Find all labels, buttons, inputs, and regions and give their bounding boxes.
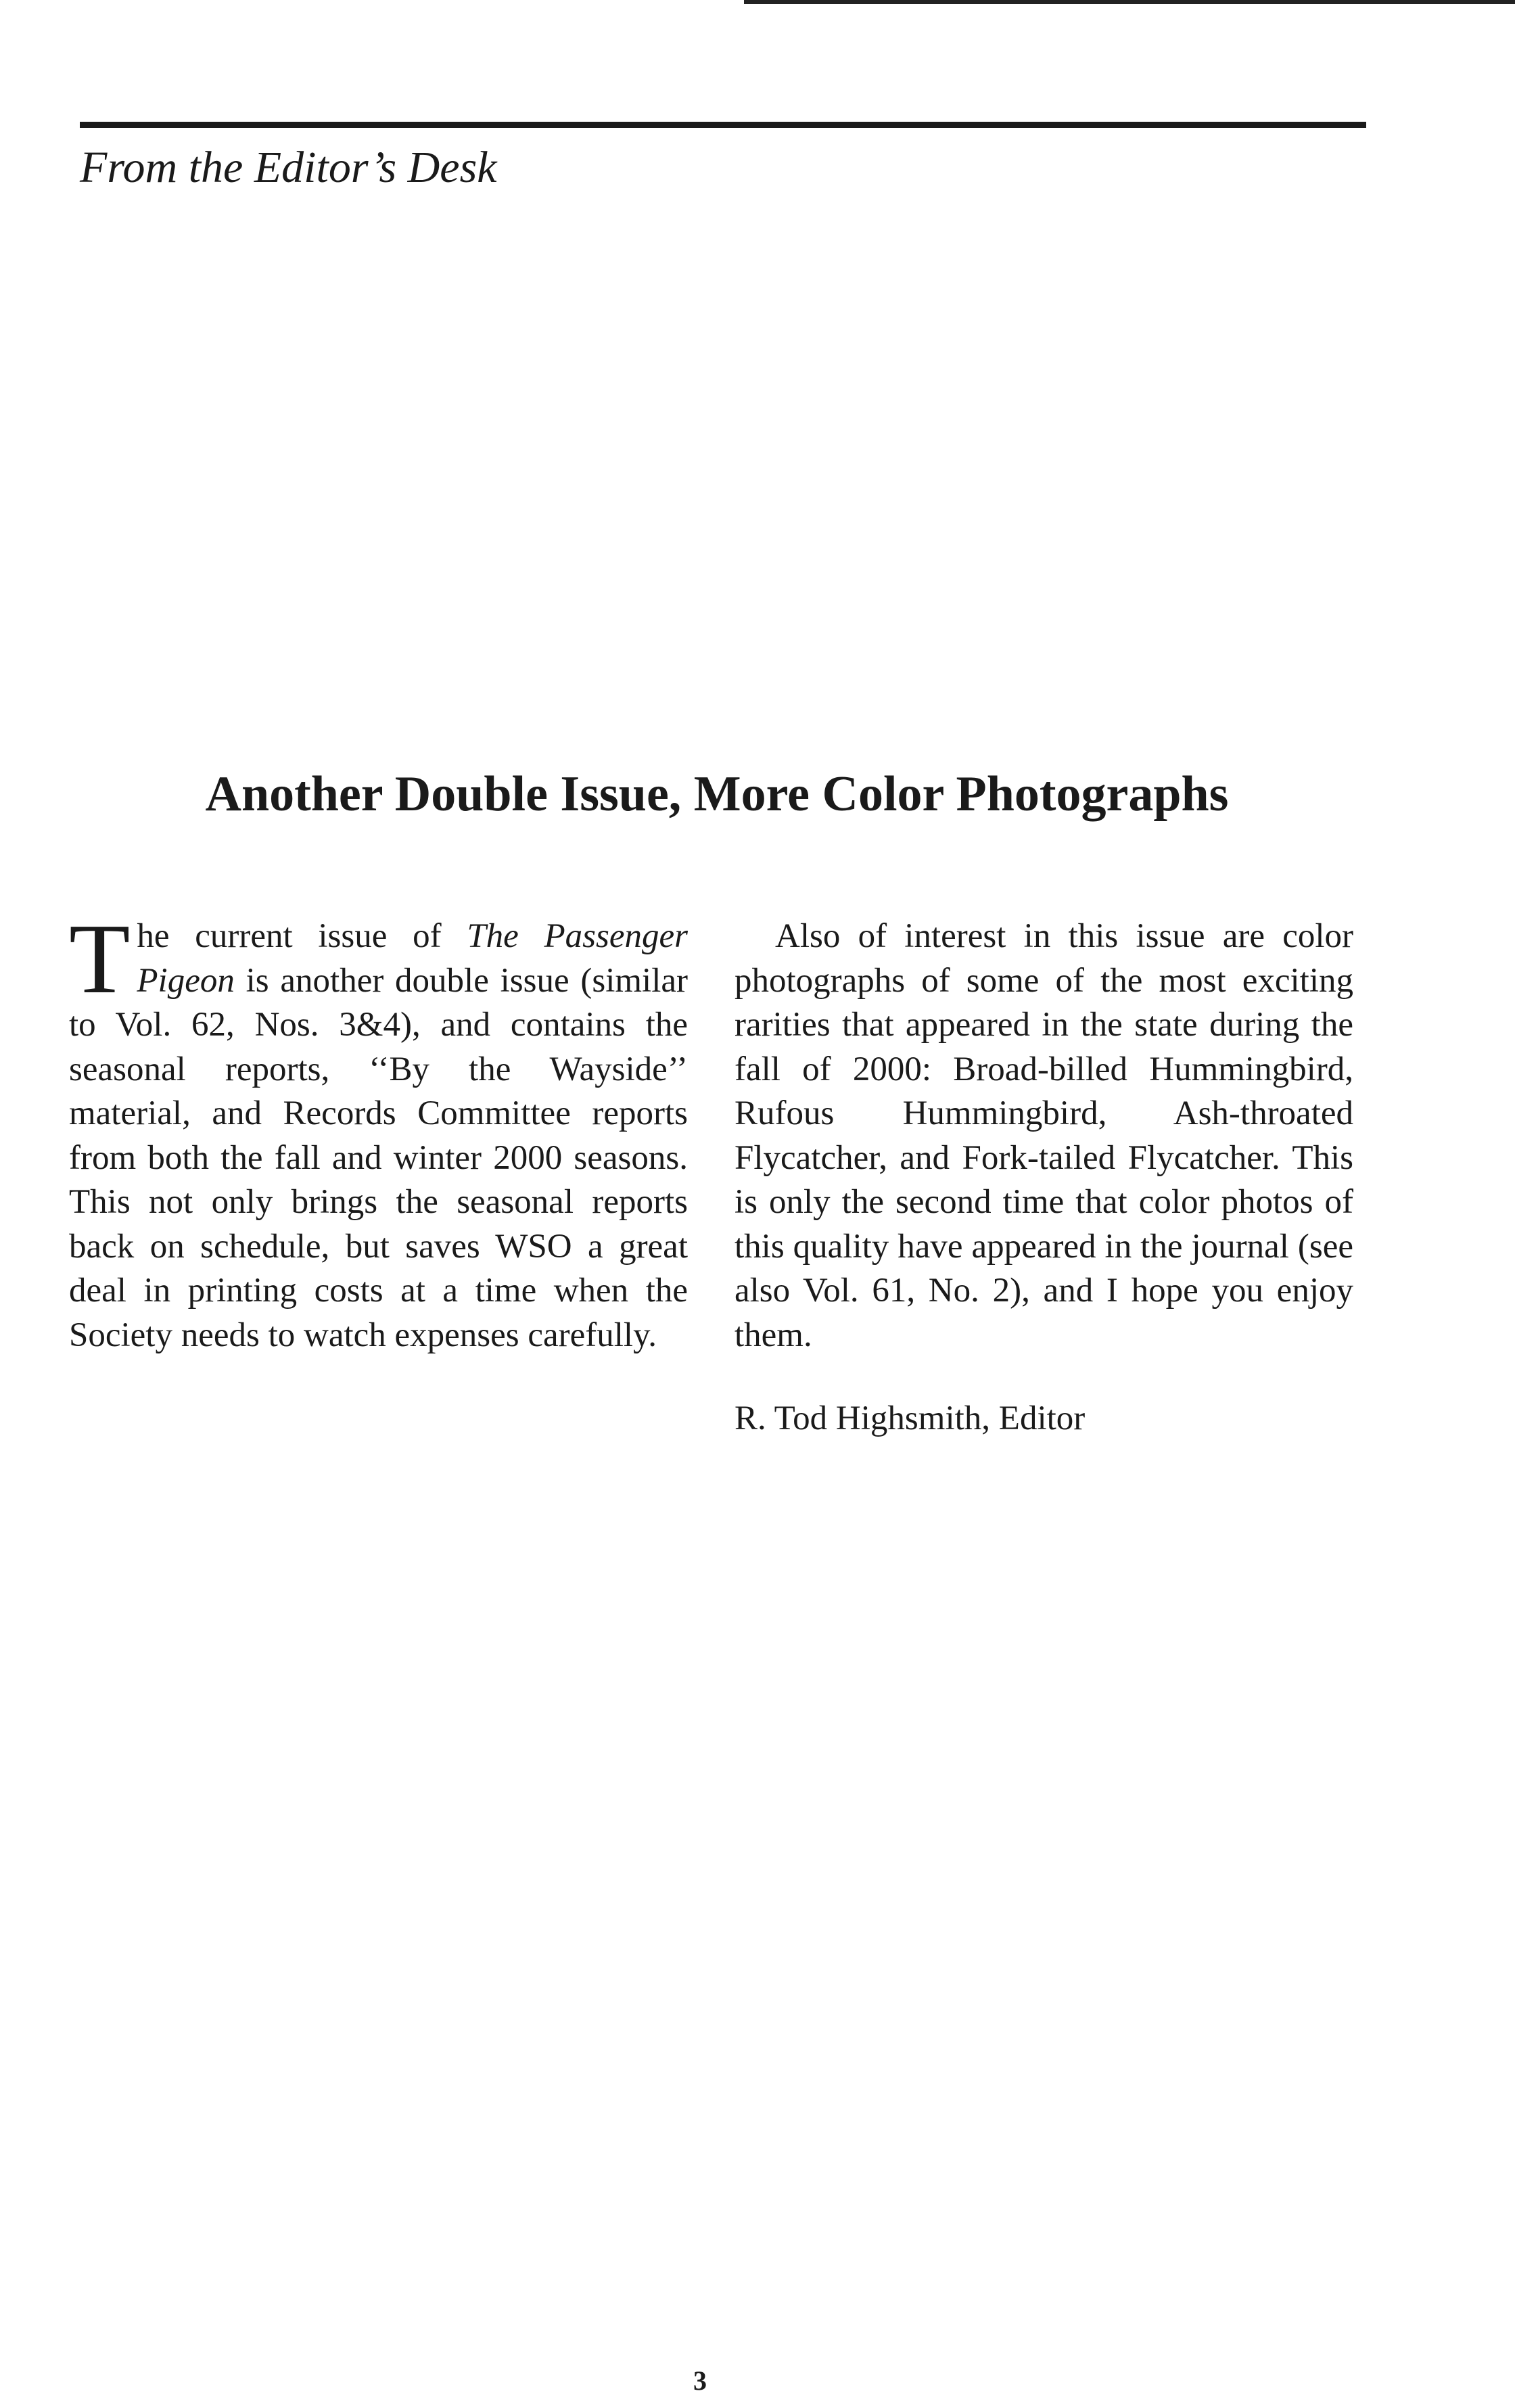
article-column-left bbox=[69, 904, 688, 1358]
top-edge-rule bbox=[744, 0, 1515, 4]
page-number: 3 bbox=[693, 2365, 707, 2396]
article-paragraph-1 bbox=[69, 904, 688, 1358]
header-rule bbox=[80, 122, 1366, 128]
journal-name: The Passenger Pigeon bbox=[137, 917, 688, 1000]
article-title: Another Double Issue, More Color Photographs bbox=[205, 766, 1229, 822]
paragraph-1-text-a: he current issue of bbox=[137, 917, 467, 955]
article-column-right bbox=[735, 914, 1353, 1441]
paragraph-1-text-b: is another double issue (similar to Vol. 62, Nos. 3&4), and contains the seasonal reports, ‘‘By the Wayside’’ material, and Records Committee reports from both the fall and winter 2000 seasons. This not only brings the seasonal reports back on schedule, but saves WSO a great deal in printing costs at a time when the Society needs to watch expenses carefully. bbox=[69, 961, 688, 1354]
drop-cap: T bbox=[69, 904, 131, 1015]
article-paragraph-2: Also of interest in this issue are color photographs of some of the most exciting rarities that appeared in the state during the fall of 2000: Broad-billed Hummingbird, Rufous Hummingbird, Ash-throated Flycatcher, and Fork-tailed Flycatcher. This is only the second time that color photos of this quality have appeared in the journal (see also Vol. 61, No. 2), and I hope you enjoy them. bbox=[735, 917, 1353, 1354]
section-label: From the Editor’s Desk bbox=[80, 143, 497, 192]
editor-signature: R. Tod Highsmith, Editor bbox=[735, 1399, 1086, 1437]
